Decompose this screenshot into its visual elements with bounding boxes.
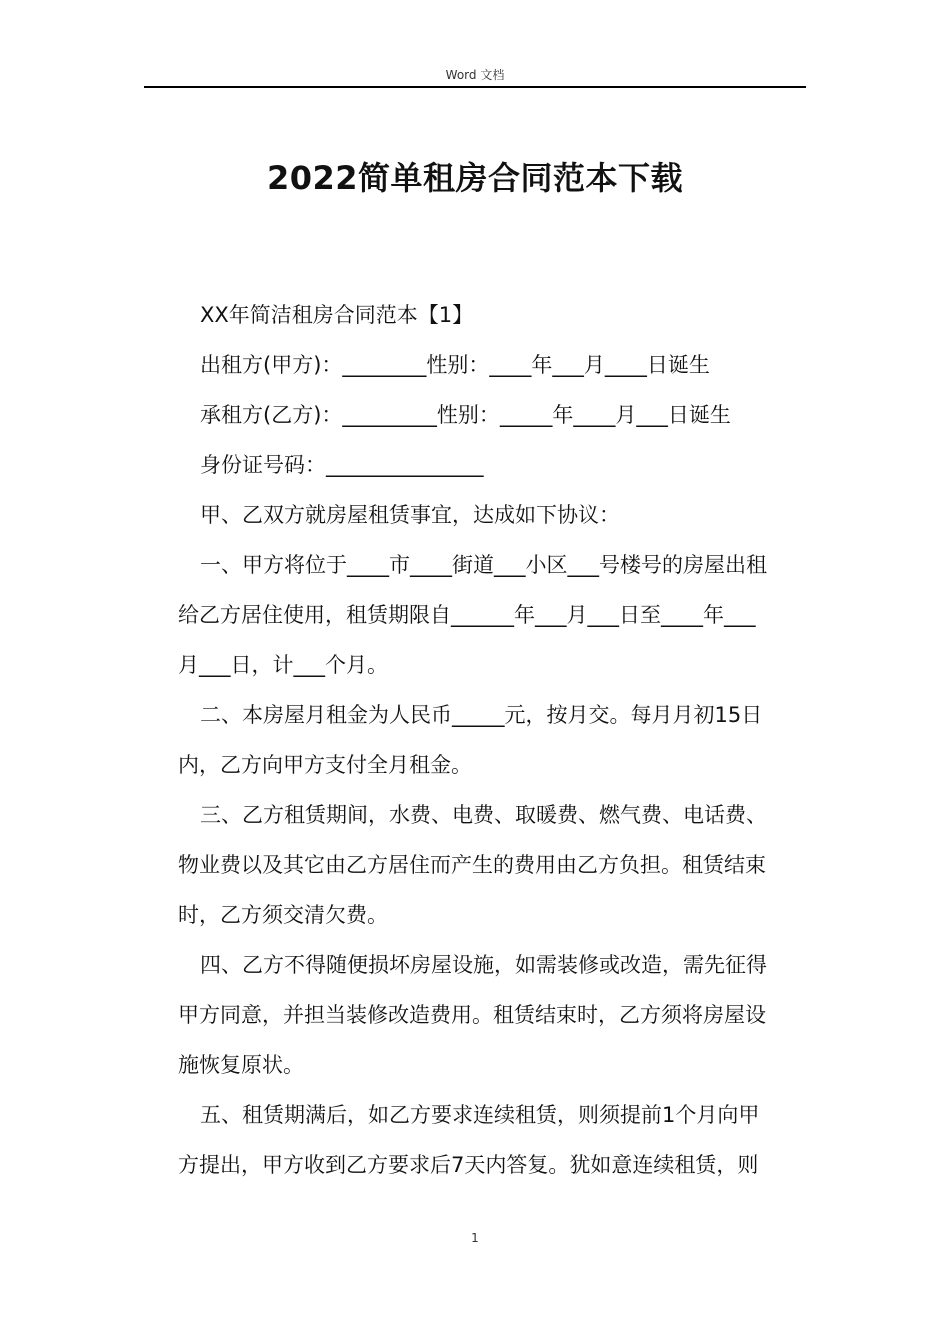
- paragraph-line: 甲方同意，并担当装修改造费用。租赁结束时，乙方须将房屋设: [178, 1003, 766, 1027]
- paragraph-line: 内，乙方向甲方支付全月租金。: [178, 753, 472, 777]
- paragraph-line: 承租方(乙方)：_________性别：_____年____月___日诞生: [200, 403, 731, 427]
- paragraph-line: 一、甲方将位于____市____街道___小区___号楼号的房屋出租: [200, 553, 767, 577]
- header-rule: [144, 86, 806, 88]
- page-header: Word 文档: [445, 68, 505, 82]
- paragraph-line: 出租方(甲方)：________性别：____年___月____日诞生: [200, 353, 710, 377]
- document-title: 2022简单租房合同范本下载: [266, 159, 684, 197]
- paragraph-line: 二、本房屋月租金为人民币_____元，按月交。每月月初15日: [200, 703, 763, 727]
- paragraph-line: 三、乙方租赁期间，水费、电费、取暖费、燃气费、电话费、: [200, 803, 767, 827]
- page-number: 1: [471, 1231, 479, 1245]
- paragraph-line: 四、乙方不得随便损坏房屋设施，如需装修或改造，需先征得: [200, 953, 767, 977]
- paragraph-line: 时，乙方须交清欠费。: [178, 903, 388, 927]
- paragraph-line: 物业费以及其它由乙方居住而产生的费用由乙方负担。租赁结束: [178, 853, 766, 877]
- paragraph-line: 方提出，甲方收到乙方要求后7天内答复。犹如意连续租赁，则: [178, 1153, 759, 1177]
- paragraph-line: 月___日，计___个月。: [178, 653, 388, 677]
- paragraph-line: 施恢复原状。: [178, 1053, 304, 1077]
- paragraph-line: 身份证号码：_______________: [200, 453, 484, 477]
- paragraph-line: 甲、乙双方就房屋租赁事宜，达成如下协议：: [200, 503, 620, 527]
- section-heading: XX年简洁租房合同范本【1】: [200, 303, 474, 327]
- paragraph-line: 五、租赁期满后，如乙方要求连续租赁，则须提前1个月向甲: [200, 1103, 760, 1127]
- paragraph-line: 给乙方居住使用，租赁期限自______年___月___日至____年___: [178, 603, 756, 627]
